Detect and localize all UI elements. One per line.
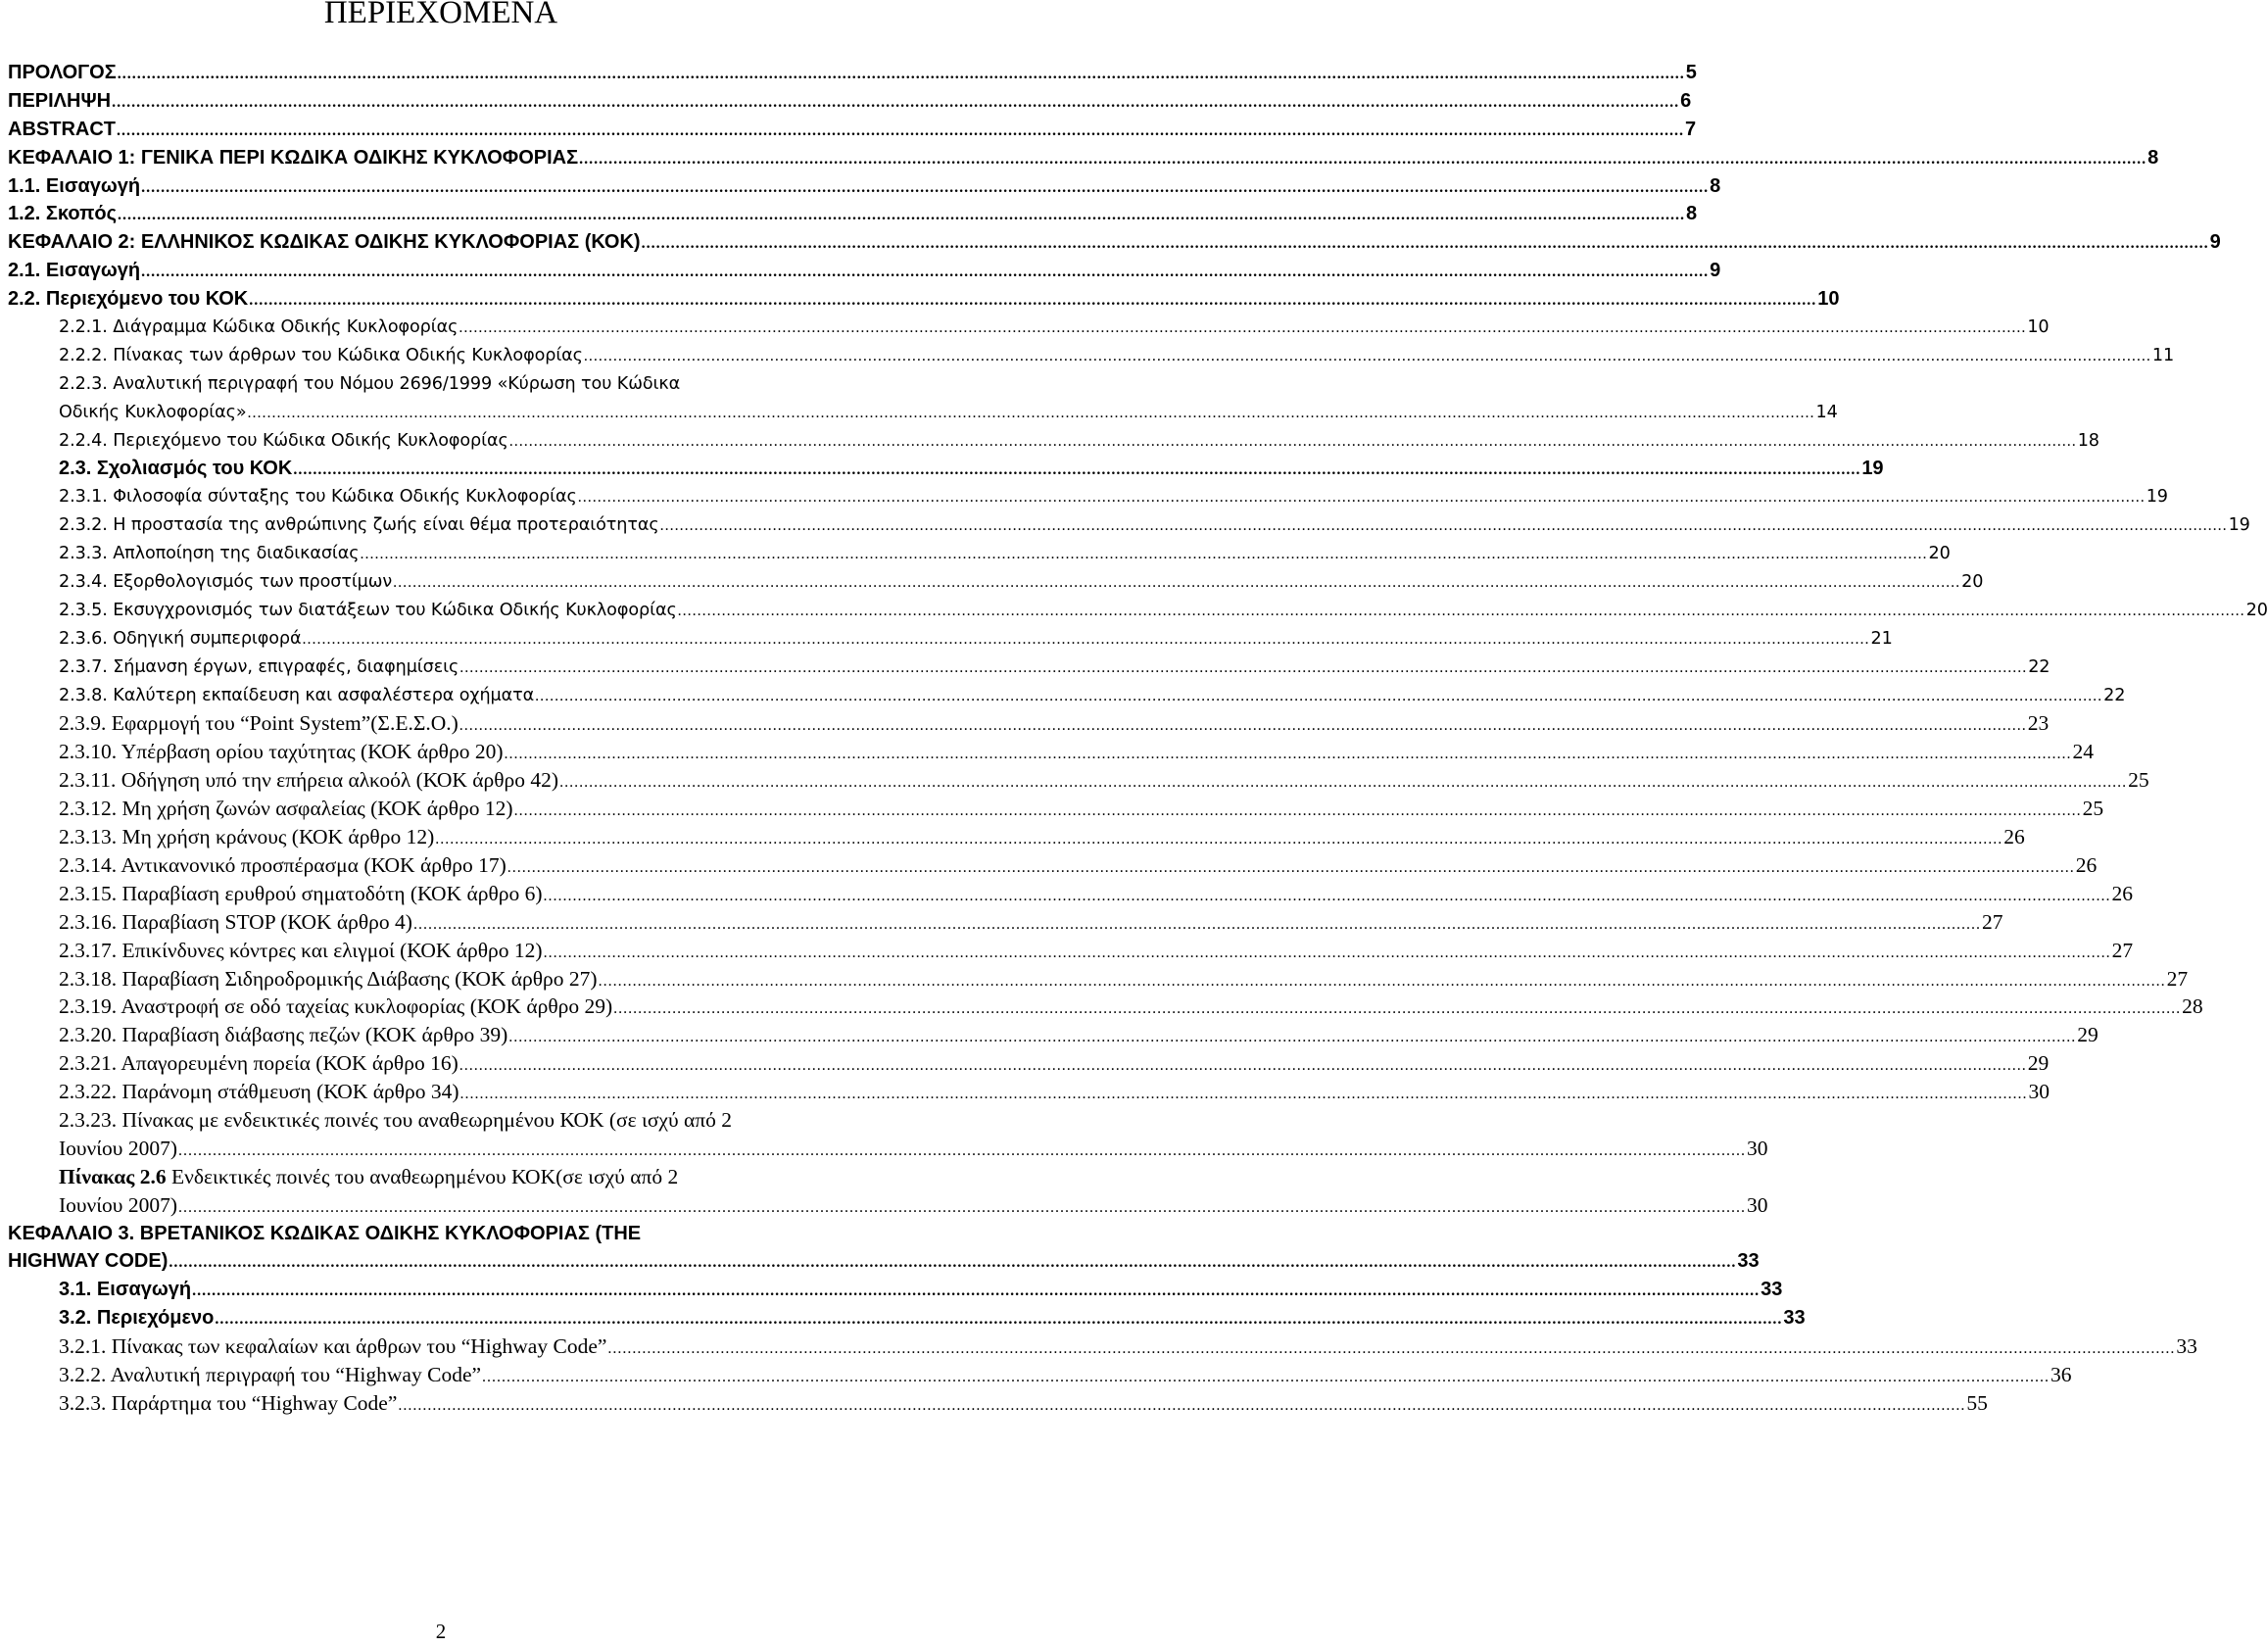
toc-page-number: 30	[2028, 1080, 2051, 1104]
toc-page-number: 10	[1817, 288, 1840, 311]
toc-leader	[678, 598, 2245, 626]
toc-leader	[458, 315, 2026, 343]
toc-page-number: 36	[2051, 1362, 2072, 1386]
toc-entry-title: 2.3.14. Αντικανονικό προσπέρασμα (ΚΟΚ άρθρο 17)	[59, 852, 507, 877]
toc-leader	[578, 484, 2146, 512]
toc-leader	[112, 89, 1679, 118]
toc-entry-first-line[interactable]: 2.3.23. Πίνακας με ενδεικτικές ποινές του αναθεωρημένου ΚΟΚ (σε ισχύ από 2	[59, 1107, 732, 1132]
toc-entry-title: 2.3.12. Μη χρήση ζωνών ασφαλείας (ΚΟΚ άρθρο 12)	[59, 797, 513, 821]
toc-leader	[248, 400, 1815, 428]
toc-entry-title: 2.3.1. Φιλοσοφία σύνταξης του Κώδικα Οδικής Κυκλοφορίας	[59, 487, 577, 508]
toc-page-number: 26	[2075, 852, 2098, 877]
toc-entry[interactable]	[8, 87, 1692, 116]
toc-page-number: 25	[2082, 797, 2104, 821]
toc-entry[interactable]	[8, 993, 2203, 1021]
toc-entry-title: 3.1. Εισαγωγή	[59, 1279, 192, 1301]
toc-leader	[459, 654, 2027, 683]
toc-entry[interactable]	[8, 427, 2099, 456]
toc-leader	[459, 712, 2027, 741]
toc-entry[interactable]	[8, 851, 2098, 880]
toc-entry[interactable]	[8, 200, 1698, 228]
toc-page-number: 7	[1685, 118, 1697, 140]
toc-entry-title: 2.2.2. Πίνακας των άρθρων του Κώδικα Οδικής Κυκλοφορίας	[59, 345, 583, 365]
toc-entry[interactable]	[8, 511, 2250, 540]
toc-leader	[544, 940, 2111, 968]
toc-entry-title: 2.3.20. Παραβίαση διάβασης πεζών (ΚΟΚ άρθρο 39)	[59, 1023, 508, 1047]
toc-leader	[613, 995, 2181, 1024]
toc-leader	[459, 1052, 2027, 1081]
toc-entry-title: 2.3. Σχολιασμός του ΚΟΚ	[59, 458, 293, 480]
toc-entry[interactable]	[8, 257, 1721, 285]
table-of-contents	[8, 59, 2268, 1418]
toc-leader	[141, 259, 1709, 287]
toc-entry-title: ΚΕΦΑΛΑΙΟ 2: ΕΛΛΗΝΙΚΟΣ ΚΩΔΙΚΑΣ ΟΔΙΚΗΣ ΚΥΚΛΟΦΟΡΙΑΣ (ΚΟΚ)	[8, 231, 641, 254]
toc-leader	[398, 1392, 1965, 1421]
toc-entry-title: Ιουνίου 2007)	[59, 1192, 177, 1217]
toc-page-number: 5	[1685, 62, 1697, 83]
toc-entry[interactable]	[8, 144, 2159, 172]
toc-entry-title: ΠΡΟΛΟΓΟΣ	[8, 62, 117, 83]
toc-page-number: 30	[1747, 1136, 1768, 1160]
toc-entry-title: ΚΕΦΑΛΑΙΟ 1: ΓΕΝΙΚΑ ΠΕΡΙ ΚΩΔΙΚΑ ΟΔΙΚΗΣ ΚΥΚΛΟΦΟΡΙΑΣ	[8, 146, 579, 169]
toc-page-number: 27	[2111, 938, 2134, 962]
toc-entry-title: 2.3.18. Παραβίαση Σιδηροδρομικής Διάβασης (ΚΟΚ άρθρο 27)	[59, 966, 598, 991]
toc-page-number: 22	[2028, 656, 2051, 677]
toc-page-number: 30	[1747, 1192, 1768, 1217]
toc-page-number: 55	[1966, 1390, 1988, 1415]
toc-entry-first-line[interactable]: 2.2.3. Αναλυτική περιγραφή του Νόμου 2696/1999 «Κύρωση του Κώδικα	[59, 373, 681, 394]
toc-entry[interactable]	[8, 880, 2134, 908]
toc-page-number: 25	[2128, 768, 2149, 793]
toc-page-number: 8	[1710, 174, 1721, 197]
toc-leader	[118, 202, 1685, 230]
toc-page-number: 19	[2228, 515, 2250, 536]
page-number: 2	[435, 1620, 447, 1643]
toc-leader	[507, 854, 2075, 883]
toc-leader	[460, 1081, 2028, 1109]
toc-leader	[514, 798, 2082, 826]
toc-leader	[559, 769, 2127, 798]
toc-entry[interactable]	[8, 682, 2126, 710]
toc-entry[interactable]	[8, 597, 2268, 625]
toc-page-number: 10	[2027, 317, 2050, 338]
toc-entry-title: 1.1. Εισαγωγή	[8, 174, 141, 197]
toc-entry[interactable]	[8, 709, 2050, 738]
toc-page-number: 24	[2072, 740, 2094, 764]
toc-entry-title: 2.3.8. Καλύτερη εκπαίδευση και ασφαλέστερα οχήματα	[59, 685, 535, 705]
toc-leader	[293, 457, 1860, 485]
toc-entry-title: 2.3.13. Μη χρήση κράνους (ΚΟΚ άρθρο 12)	[59, 825, 435, 849]
toc-entry-title: HIGHWAY CODE)	[8, 1250, 169, 1273]
toc-leader	[178, 1138, 1746, 1166]
toc-leader	[482, 1364, 2050, 1392]
toc-entry[interactable]	[8, 1247, 1760, 1276]
toc-leader	[642, 230, 2209, 259]
toc-entry-title: 2.1. Εισαγωγή	[8, 260, 141, 282]
toc-entry-first-line[interactable]: ΚΕΦΑΛΑΙΟ 3. ΒΡΕΤΑΝΙΚΟΣ ΚΩΔΙΚΑΣ ΟΔΙΚΗΣ ΚΥΚΛΟΦΟΡΙΑΣ (THE	[8, 1222, 642, 1244]
toc-entry-title: 2.2. Περιεχόμενο του ΚΟΚ	[8, 288, 249, 311]
toc-leader	[117, 118, 1684, 146]
toc-leader	[599, 968, 2166, 996]
toc-entry-title: 2.3.3. Απλοποίηση της διαδικασίας	[59, 544, 360, 564]
toc-page-number: 33	[2176, 1334, 2197, 1359]
toc-leader	[178, 1194, 1746, 1223]
toc-entry[interactable]	[8, 1361, 2072, 1389]
toc-entry[interactable]	[8, 1332, 2197, 1361]
toc-page-number: 9	[2209, 231, 2221, 254]
toc-leader	[141, 174, 1709, 203]
toc-leader	[215, 1306, 1782, 1334]
toc-leader	[579, 146, 2147, 174]
toc-page-number: 26	[2003, 825, 2025, 849]
toc-entry[interactable]	[8, 625, 1893, 654]
toc-entry-title: 2.3.7. Σήμανση έργων, επιγραφές, διαφημίσεις	[59, 656, 459, 677]
toc-leader	[607, 1335, 2175, 1364]
toc-entry[interactable]	[8, 823, 2025, 851]
toc-entry[interactable]	[8, 540, 1951, 568]
toc-page-number: 14	[1815, 402, 1838, 422]
toc-entry-title: 2.3.15. Παραβίαση ερυθρού σηματοδότη (ΚΟΚ άρθρο 6)	[59, 881, 543, 905]
toc-entry[interactable]	[8, 568, 1984, 597]
toc-page-number: 19	[1861, 458, 1884, 480]
toc-entry[interactable]	[8, 116, 1697, 144]
toc-entry-title: 2.3.10. Υπέρβαση ορίου ταχύτητας (ΚΟΚ άρθρο 20)	[59, 740, 504, 764]
toc-entry-title: 2.3.5. Εκσυγχρονισμός των διατάξεων του Κώδικα Οδικής Κυκλοφορίας	[59, 600, 677, 620]
toc-entry-title: ABSTRACT	[8, 118, 116, 140]
toc-entry-title: 3.2.3. Παράρτημα του “Highway Code”	[59, 1390, 398, 1415]
toc-page-number: 33	[1783, 1307, 1806, 1330]
toc-leader	[505, 741, 2072, 769]
toc-entry[interactable]	[8, 654, 2051, 682]
toc-page-number: 29	[2077, 1023, 2099, 1047]
toc-entry[interactable]	[8, 228, 2221, 257]
toc-entry-title: 2.3.19. Αναστροφή σε οδό ταχείας κυκλοφορίας (ΚΟΚ άρθρο 29)	[59, 994, 613, 1019]
toc-entry-title: 2.2.4. Περιεχόμενο του Κώδικα Οδικής Κυκλοφορίας	[59, 430, 508, 451]
toc-page-number: 27	[1981, 909, 2003, 934]
toc-entry[interactable]	[8, 59, 1697, 87]
toc-entry-title: 2.3.11. Οδήγηση υπό την επήρεια αλκοόλ (ΚΟΚ άρθρο 42)	[59, 768, 559, 793]
toc-leader	[413, 911, 1981, 940]
toc-entry-title: 2.3.6. Οδηγική συμπεριφορά	[59, 628, 302, 649]
toc-entry-title: 2.3.9. Εφαρμογή του “Point System”(Σ.Ε.Σ.Ο.)	[59, 711, 458, 736]
page-title: ΠΕΡΙΕΧΟΜΕΝΑ	[323, 0, 558, 30]
toc-entry[interactable]	[8, 1049, 2050, 1078]
toc-page-number: 19	[2146, 487, 2168, 508]
toc-entry-title: ΠΕΡΙΛΗΨΗ	[8, 89, 112, 112]
toc-entry-title: 3.2.2. Αναλυτική περιγραφή του “Highway Code”	[59, 1362, 482, 1386]
toc-entry[interactable]	[8, 455, 1884, 483]
toc-page-number: 11	[2151, 345, 2175, 365]
toc-entry[interactable]	[8, 965, 2189, 993]
toc-leader	[249, 287, 1816, 315]
table-label: Πίνακας 2.6	[59, 1164, 167, 1188]
toc-leader	[361, 541, 1928, 569]
toc-entry[interactable]	[8, 1135, 1768, 1163]
toc-entry-title: 2.3.17. Επικίνδυνες κόντρες και ελιγμοί (ΚΟΚ άρθρο 12)	[59, 938, 543, 962]
toc-leader	[192, 1278, 1760, 1306]
toc-page-number: 20	[2245, 600, 2268, 620]
toc-entry-title: 2.2.1. Διάγραμμα Κώδικα Οδικής Κυκλοφορίας	[59, 317, 458, 338]
toc-entry-title: 2.3.22. Παράνομη στάθμευση (ΚΟΚ άρθρο 34)	[59, 1080, 459, 1104]
toc-entry-title: 2.3.2. Η προστασία της ανθρώπινης ζωής είναι θέμα προτεραιότητας	[59, 515, 659, 536]
toc-leader	[302, 626, 1869, 654]
toc-leader	[509, 428, 2077, 457]
toc-entry[interactable]	[8, 1304, 1806, 1332]
toc-entry-title: 1.2. Σκοπός	[8, 203, 117, 225]
toc-entry[interactable]	[8, 1021, 2099, 1049]
toc-page-number: 9	[1710, 260, 1721, 282]
toc-entry[interactable]	[8, 285, 1840, 314]
toc-leader	[584, 343, 2151, 371]
toc-entry-title: Ιουνίου 2007)	[59, 1136, 177, 1160]
toc-leader	[118, 61, 1685, 89]
toc-leader	[435, 826, 2003, 854]
toc-page-number: 23	[2027, 711, 2050, 736]
toc-leader	[535, 683, 2102, 711]
toc-entry[interactable]	[8, 399, 1838, 427]
table-caption: Ενδεικτικές ποινές του αναθεωρημένου ΚΟΚ(σε ισχύ από 2	[166, 1164, 679, 1188]
toc-page-number: 8	[1686, 203, 1698, 225]
toc-page-number: 26	[2111, 881, 2134, 905]
toc-entry[interactable]	[8, 1078, 2051, 1106]
toc-entry[interactable]	[8, 342, 2175, 370]
toc-page-number: 29	[2027, 1051, 2050, 1076]
toc-page-number: 33	[1737, 1250, 1760, 1273]
toc-page-number: 28	[2182, 994, 2203, 1019]
toc-page-number: 22	[2103, 685, 2126, 705]
toc-page-number: 21	[1870, 628, 1893, 649]
toc-entry[interactable]	[8, 314, 2050, 342]
toc-entry-title: Οδικής Κυκλοφορίας»	[59, 402, 247, 422]
toc-page-number: 27	[2166, 966, 2189, 991]
toc-page-number: 33	[1761, 1279, 1783, 1301]
toc-entry[interactable]	[8, 483, 2168, 511]
toc-entry[interactable]	[8, 937, 2134, 965]
toc-entry[interactable]	[8, 766, 2149, 795]
toc-entry[interactable]	[8, 908, 2003, 937]
toc-page-number: 18	[2077, 430, 2099, 451]
toc-entry[interactable]	[8, 1191, 1768, 1220]
toc-page-number: 8	[2147, 146, 2159, 169]
toc-entry-title: 2.3.4. Εξορθολογισμός των προστίμων	[59, 572, 393, 593]
toc-entry-title: 3.2.1. Πίνακας των κεφαλαίων και άρθρων του “Highway Code”	[59, 1334, 607, 1359]
toc-page-number: 20	[1928, 544, 1951, 564]
toc-leader	[393, 569, 1960, 598]
toc-page-number: 20	[1961, 572, 1984, 593]
toc-leader	[544, 883, 2111, 911]
toc-entry-title: 2.3.21. Απαγορευμένη πορεία (ΚΟΚ άρθρο 16)	[59, 1051, 458, 1076]
toc-entry-first-line[interactable]	[8, 1163, 878, 1191]
toc-page-number: 6	[1680, 89, 1692, 112]
toc-entry[interactable]	[8, 1389, 1988, 1418]
toc-entry-title: 3.2. Περιεχόμενο	[59, 1307, 215, 1330]
toc-entry[interactable]	[8, 172, 1721, 201]
toc-entry[interactable]	[8, 738, 2094, 766]
toc-entry[interactable]	[8, 795, 2104, 823]
toc-entry-title: 2.3.16. Παραβίαση STOP (ΚΟΚ άρθρο 4)	[59, 909, 412, 934]
toc-leader	[508, 1024, 2076, 1052]
toc-entry[interactable]	[8, 1276, 1783, 1304]
toc-leader	[660, 512, 2228, 541]
toc-leader	[169, 1249, 1736, 1278]
